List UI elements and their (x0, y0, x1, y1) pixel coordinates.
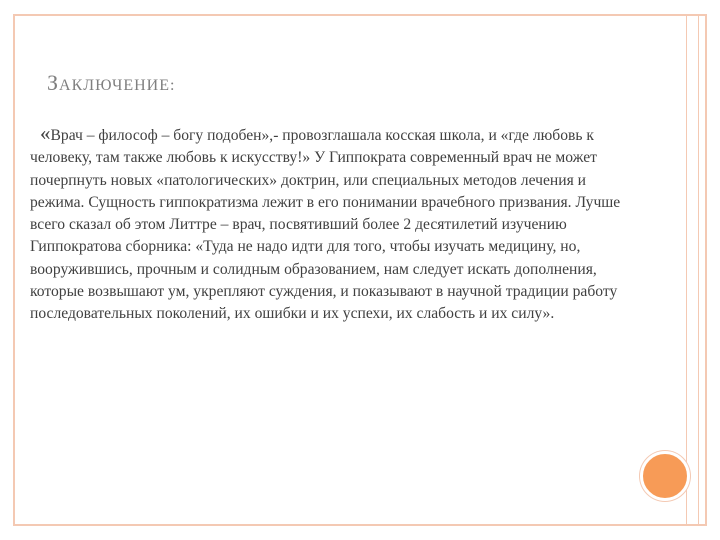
body-line (30, 122, 670, 147)
body-line: последовательных поколений, их ошибки и их успехи, их слабость и их силу». (30, 305, 555, 323)
slide-title (47, 70, 175, 96)
body-line-text: Врач – философ – богу подобен»,- провозглашала косская школа, и «где любовь к (50, 127, 594, 144)
slide-title-initial: З (47, 70, 60, 95)
slide-title-rest: АКЛЮЧЕНИЕ: (59, 77, 176, 94)
body-line: которые возвышают ум, укрепляют суждения, и показывают в научной традиции работу (30, 283, 618, 301)
opening-quote-mark: « (40, 121, 51, 145)
body-line: человеку, там также любовь к искусству!» У Гиппократа современный врач не может (30, 149, 597, 167)
decorative-orange-circle (640, 451, 690, 501)
body-line: вооружившись, прочным и солидным образованием, нам следует искать дополнения, (30, 260, 597, 278)
right-decorative-rule-outer (698, 14, 699, 526)
right-decorative-rule-inner (686, 14, 687, 526)
body-line: почерпнуть новых «патологических» доктрин, или специальных методов лечения и (30, 171, 586, 189)
body-line: режима. Сущность гиппократизма лежит в его понимании врачебного призвания. Лучше (30, 193, 621, 211)
body-line: Гиппократова сборника: «Туда не надо идти для того, чтобы изучать медицину, но, (30, 238, 581, 256)
body-paragraph (30, 122, 670, 326)
body-line: всего сказал об этом Литтре – врач, посвятивший более 2 десятилетий изучению (30, 216, 567, 234)
